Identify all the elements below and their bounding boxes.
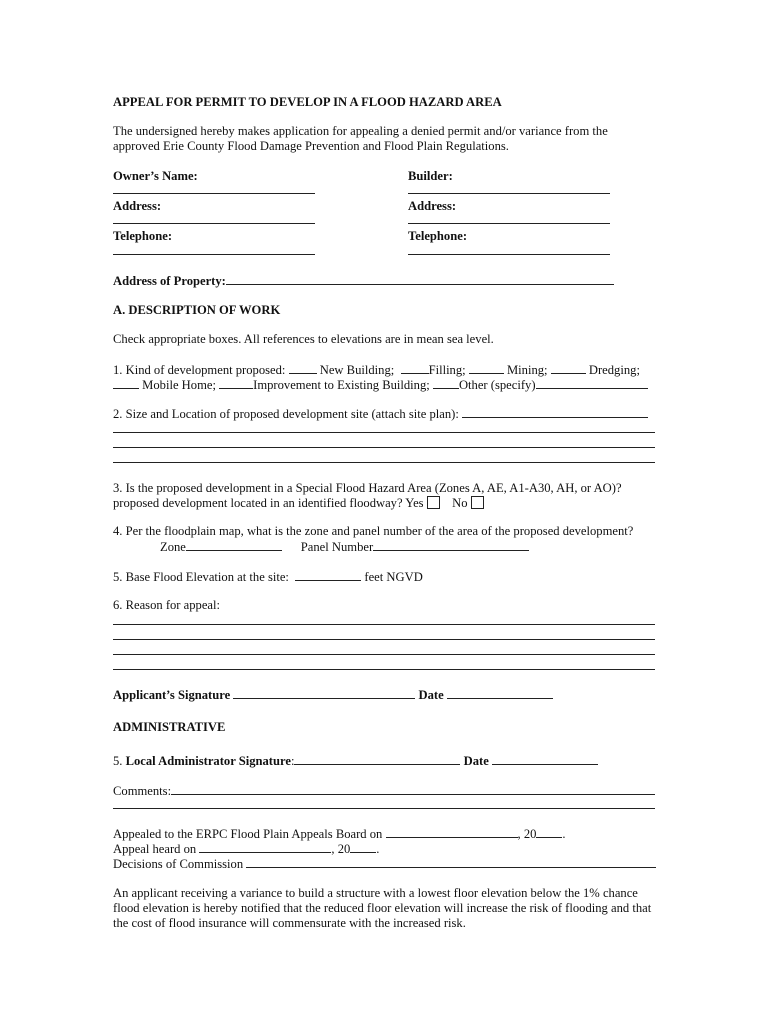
builder-telephone-label: Telephone: <box>408 229 468 243</box>
appeal-board-year-label: , 20 <box>517 827 537 841</box>
owner-address-field[interactable] <box>113 223 315 224</box>
other-specify-field[interactable] <box>536 377 648 389</box>
owner-name-field[interactable] <box>113 193 315 194</box>
property-field[interactable] <box>226 273 614 285</box>
appeal-heard-label: Appeal heard on <box>113 842 197 856</box>
new-building-label: New Building; <box>319 363 395 377</box>
mobile-home-label: Mobile Home; <box>142 378 216 392</box>
filling-label: Filling; <box>428 363 466 377</box>
mining-label: Mining; <box>506 363 548 377</box>
admin-signature-colon: : <box>290 754 295 768</box>
appeal-heard-year-field[interactable] <box>350 841 376 853</box>
admin-date-field[interactable] <box>492 753 598 765</box>
bfe-field[interactable] <box>295 569 361 581</box>
admin-date-label: Date <box>463 754 489 768</box>
q2-line-extra-3[interactable] <box>113 462 655 463</box>
appeal-heard-date-field[interactable] <box>199 841 331 853</box>
property-label: Address of Property: <box>113 274 226 288</box>
admin-signature-label: Local Administrator Signature <box>125 754 291 768</box>
applicant-signature-field[interactable] <box>233 687 415 699</box>
applicant-signature-row <box>113 687 553 703</box>
admin-number: 5. <box>113 754 126 768</box>
q1-line-1 <box>113 362 640 378</box>
q3-text: proposed development located in an identified floodway? Yes <box>113 496 424 510</box>
owner-address-label: Address: <box>113 199 162 213</box>
q2-field[interactable] <box>462 406 648 418</box>
comments-label: Comments: <box>113 784 172 798</box>
notice-line-2: flood elevation is hereby notified that the reduced floor elevation will increase the risk of flooding and that <box>113 901 652 915</box>
q2-label: 2. Size and Location of proposed development site (attach site plan): <box>113 407 459 421</box>
administrative-heading: ADMINISTRATIVE <box>113 720 226 734</box>
panel-label: Panel Number <box>300 540 374 554</box>
no-label: No <box>452 496 468 510</box>
mobile-home-blank[interactable] <box>113 377 139 389</box>
applicant-date-field[interactable] <box>447 687 553 699</box>
q2-line <box>113 406 648 422</box>
q2-line-extra-2[interactable] <box>113 447 655 448</box>
appeal-line-2 <box>113 841 379 857</box>
bfe-unit: feet NGVD <box>364 570 423 584</box>
applicant-date-label: Date <box>418 688 444 702</box>
q4-line-1: 4. Per the floodplain map, what is the zone and panel number of the area of the proposed development? <box>113 524 634 538</box>
improvement-blank[interactable] <box>219 377 253 389</box>
builder-name-field[interactable] <box>408 193 610 194</box>
zone-field[interactable] <box>186 539 282 551</box>
builder-address-label: Address: <box>408 199 457 213</box>
filling-blank[interactable] <box>401 362 429 374</box>
reason-line-4[interactable] <box>113 669 655 670</box>
applicant-signature-label: Applicant’s Signature <box>113 688 231 702</box>
builder-name-label: Builder: <box>408 169 453 183</box>
comments-row <box>113 783 655 799</box>
zone-label: Zone <box>160 540 186 554</box>
q1-prefix: 1. Kind of development proposed: <box>113 363 286 377</box>
appeal-board-label: Appealed to the ERPC Flood Plain Appeals Board on <box>113 827 383 841</box>
mining-blank[interactable] <box>469 362 504 374</box>
reason-line-1[interactable] <box>113 624 655 625</box>
appeal-heard-period: . <box>376 842 380 856</box>
admin-signature-row <box>113 753 598 769</box>
other-label: Other (specify) <box>458 378 536 392</box>
q5-line <box>113 569 423 585</box>
bfe-label: 5. Base Flood Elevation at the site: <box>113 570 289 584</box>
section-a-heading: A. DESCRIPTION OF WORK <box>113 303 281 317</box>
decisions-field[interactable] <box>246 856 656 868</box>
owner-name-label: Owner’s Name: <box>113 169 198 183</box>
admin-signature-field[interactable] <box>294 753 460 765</box>
yes-checkbox[interactable] <box>427 496 440 509</box>
improvement-label: Improvement to Existing Building; <box>253 378 430 392</box>
comments-field[interactable] <box>171 783 655 795</box>
decisions-label: Decisions of Commission <box>113 857 244 871</box>
other-blank[interactable] <box>433 377 459 389</box>
notice-line-3: the cost of flood insurance will commensurate with the increased risk. <box>113 916 466 930</box>
owner-telephone-label: Telephone: <box>113 229 173 243</box>
q3-line-1: 3. Is the proposed development in a Special Flood Hazard Area (Zones A, AE, A1-A30, AH, or AO)? <box>113 481 622 495</box>
new-building-blank[interactable] <box>289 362 317 374</box>
section-a-instructions: Check appropriate boxes. All references to elevations are in mean sea level. <box>113 332 494 346</box>
q3-line-2 <box>113 496 484 511</box>
no-checkbox[interactable] <box>471 496 484 509</box>
reason-line-2[interactable] <box>113 639 655 640</box>
appeal-heard-year-label: , 20 <box>331 842 351 856</box>
dredging-blank[interactable] <box>551 362 586 374</box>
comments-line-2[interactable] <box>113 808 655 809</box>
appeal-board-year-field[interactable] <box>536 826 562 838</box>
q4-line-2 <box>160 539 529 555</box>
appeal-board-period: . <box>562 827 566 841</box>
builder-address-field[interactable] <box>408 223 610 224</box>
q6-label: 6. Reason for appeal: <box>113 598 221 612</box>
intro-line-2: approved Erie County Flood Damage Prevention and Flood Plain Regulations. <box>113 139 509 153</box>
page-title: APPEAL FOR PERMIT TO DEVELOP IN A FLOOD HAZARD AREA <box>113 95 502 109</box>
property-row <box>113 273 614 289</box>
q1-line-2 <box>113 377 648 393</box>
builder-telephone-field[interactable] <box>408 254 610 255</box>
q2-line-extra-1[interactable] <box>113 432 655 433</box>
panel-field[interactable] <box>373 539 529 551</box>
intro-line-1: The undersigned hereby makes application for appealing a denied permit and/or variance from the <box>113 124 608 138</box>
appeal-line-1 <box>113 826 566 842</box>
owner-telephone-field[interactable] <box>113 254 315 255</box>
decisions-row <box>113 856 656 872</box>
reason-line-3[interactable] <box>113 654 655 655</box>
dredging-label: Dredging; <box>588 363 640 377</box>
appeal-board-date-field[interactable] <box>386 826 518 838</box>
notice-line-1: An applicant receiving a variance to build a structure with a lowest floor elevation below the 1% chance <box>113 886 638 900</box>
